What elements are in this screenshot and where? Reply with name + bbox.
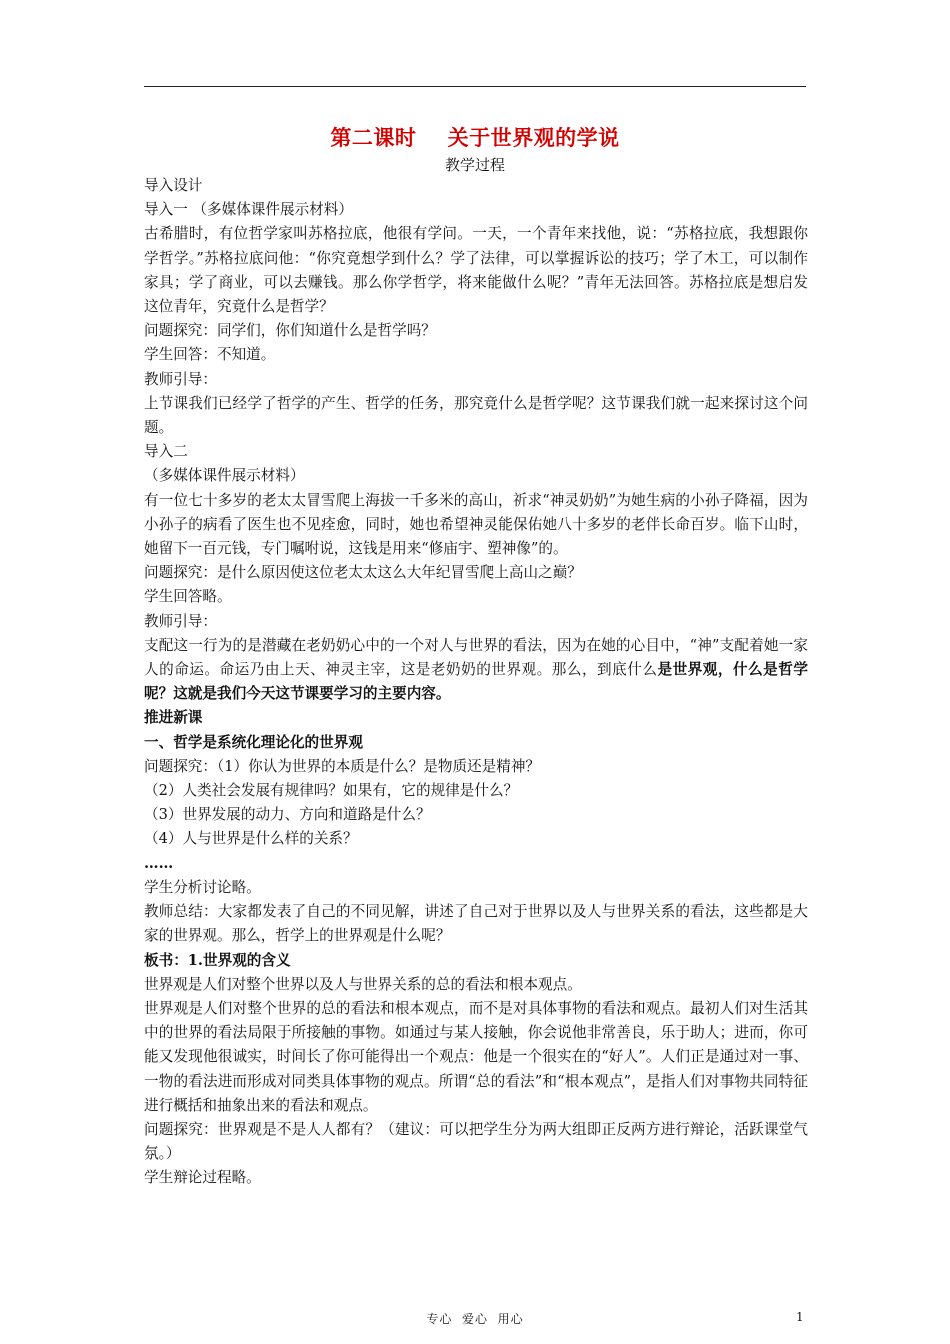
header-rule <box>144 86 806 87</box>
paragraph: 导入二 <box>144 443 188 461</box>
paragraph: 学生分析讨论略。 <box>144 878 261 896</box>
blackboard-note: 板书：1.世界观的含义 <box>144 951 291 969</box>
section-heading: 推进新课 <box>144 709 203 727</box>
footer-motto: 专心 爱心 用心 <box>426 1312 524 1326</box>
paragraph: 世界观是人们对整个世界的总的看法和根本观点，而不是对具体事物的看法和观点。最初人们对生活其中的世界的看法局限于所接触的事物。如通过与某人接触，你会说他非常善良，乐于助人；进而，你可能又发现他很诚实，时间长了你可能得出一个观点：他是一个很实在的“好人”。人们正是通过对一事、一物的看法进而形成对同类具体事物的观点。所谓“总的看法”和“根本观点”，是指人们对事物共同特征进行概括和抽象出来的看法和观点。 <box>144 999 808 1114</box>
paragraph: 问题探究：是什么原因使这位老太太这么大年纪冒雪爬上高山之巅？ <box>144 564 582 582</box>
page-title: 第二课时 关于世界观的学说 <box>330 125 620 150</box>
paragraph: （多媒体课件展示材料） <box>144 467 305 485</box>
paragraph: 教师引导： <box>144 370 217 388</box>
paragraph: 问题探究：（1）你认为世界的本质是什么？是物质还是精神？ <box>144 757 541 775</box>
ellipsis: …… <box>144 854 174 872</box>
paragraph: 学生回答略。 <box>144 588 232 606</box>
paragraph: 教师引导： <box>144 612 217 630</box>
paragraph: 教师总结：大家都发表了自己的不同见解，讲述了自己对于世界以及人与世界关系的看法，这些都是大家的世界观。那么，哲学上的世界观是什么呢？ <box>144 903 808 945</box>
paragraph: 导入一 （多媒体课件展示材料） <box>144 201 353 219</box>
page-subtitle: 教学过程 <box>444 156 505 174</box>
paragraph <box>144 634 808 707</box>
paragraph: 问题探究：世界观是不是人人都有？（建议：可以把学生分为两大组即正反两方进行辩论，活跃课堂气氛。） <box>144 1120 808 1163</box>
paragraph: 古希腊时，有位哲学家叫苏格拉底，他很有学问。一天，一个青年来找他，说：“苏格拉底，我想跟你学哲学。”苏格拉底问他：“你究竟想学到什么？学了法律，可以掌握诉讼的技巧；学了木工，可以制作家具；学了商业，可以去赚钱。那么你学哲学，将来能做什么呢？”青年无法回答。苏格拉底是想启发这位青年，究竟什么是哲学？ <box>144 225 808 316</box>
paragraph: 上节课我们已经学了哲学的产生、哲学的任务，那究竟什么是哲学呢？这节课我们就一起来探讨这个问题。 <box>144 394 808 437</box>
paragraph: （3）世界发展的动力、方向和道路是什么？ <box>144 806 431 824</box>
paragraph: 导入设计 <box>144 177 203 194</box>
paragraph: （2）人类社会发展有规律吗？如果有，它的规律是什么？ <box>144 782 519 800</box>
paragraph: 学生辩论过程略。 <box>144 1169 261 1187</box>
paragraph: （4）人与世界是什么样的关系？ <box>144 830 358 848</box>
paragraph: 有一位七十多岁的老太太冒雪爬上海拔一千多米的高山，祈求“神灵奶奶”为她生病的小孙子降福，因为小孙子的病看了医生也不见痊愈，同时，她也希望神灵能保佑她八十多岁的老伴长命百岁。临下山时，她留下一百元钱，专门嘱咐说，这钱是用来“修庙宇、塑神像”的。 <box>144 491 808 558</box>
paragraph: 世界观是人们对整个世界以及人与世界关系的总的看法和根本观点。 <box>144 975 582 993</box>
paragraph-text: 支配这一行为的是潜藏在老奶奶心中的一个对人与世界的看法，因为在她的心目中，“神”支配着她一家人的命运。命运乃由上天、神灵主宰，这是老奶奶的世界观。那么，到底什么 <box>144 636 808 679</box>
document-body <box>144 174 808 1191</box>
paragraph: 问题探究：同学们，你们知道什么是哲学吗？ <box>144 322 436 340</box>
section-heading: 一、哲学是系统化理论化的世界观 <box>144 733 363 751</box>
paragraph: 学生回答：不知道。 <box>144 346 276 364</box>
page-number: 1 <box>796 1310 804 1324</box>
bold-text: 是世界观，什么是哲学呢？这就是我们今天这节课要学习的主要内容。 <box>144 661 808 703</box>
